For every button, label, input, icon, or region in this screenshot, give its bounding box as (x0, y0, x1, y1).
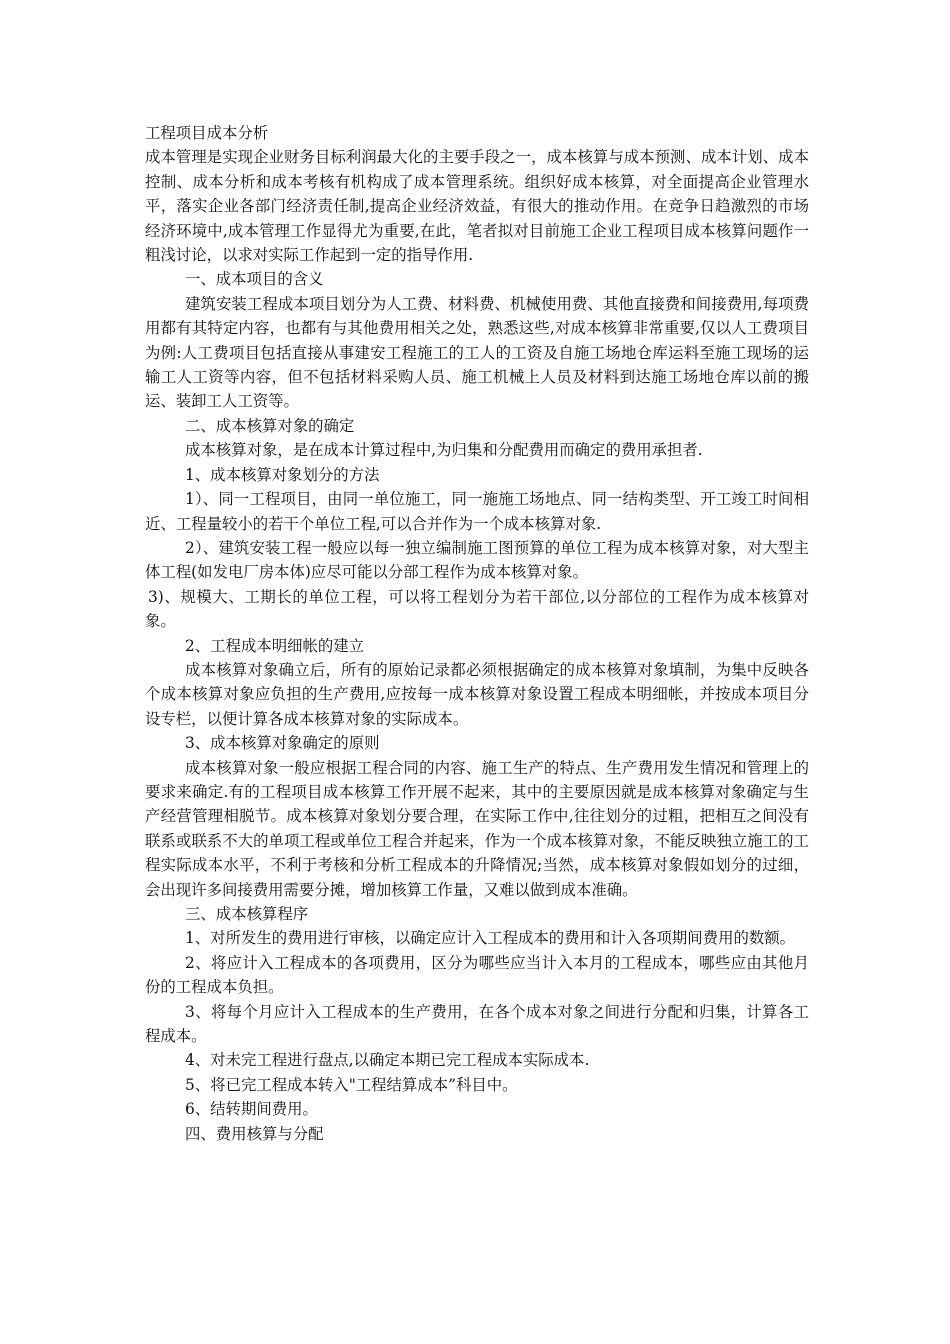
document-body (145, 145, 809, 1146)
paragraph: 3、成本核算对象确定的原则 (185, 734, 380, 753)
paragraph: 二、成本核算对象的确定 (185, 416, 355, 435)
paragraph: 三、成本核算程序 (185, 905, 309, 923)
paragraph: 2、工程成本明细帐的建立 (185, 636, 365, 655)
paragraph: 5、将已完工程成本转入"工程结算成本”科目中。 (185, 1075, 518, 1094)
document-title: 工程项目成本分析 (145, 124, 269, 142)
paragraph: 3)、规模大、工期长的单位工程，可以将工程划分为若干部位,以分部位的工程作为成本核算对象。 (145, 587, 809, 631)
document-page (145, 121, 809, 1146)
paragraph: 成本核算对象确立后，所有的原始记录都必须根据确定的成本核算对象填制，为集中反映各个成本核算对象应负担的生产费用,应按每一成本核算对象设置工程成本明细帐，并按成本项目分设专栏，以便计算各成本核算对象的实际成本。 (145, 660, 809, 728)
paragraph: 4、对未完工程进行盘点,以确定本期已完工程成本实际成本. (185, 1051, 590, 1070)
paragraph: 3、将每个月应计入工程成本的生产费用，在各个成本对象之间进行分配和归集，计算各工程成本。 (145, 1002, 809, 1046)
paragraph: 2、将应计入工程成本的各项费用，区分为哪些应当计入本月的工程成本，哪些应由其他月份的工程成本负担。 (145, 953, 809, 997)
paragraph: 6、结转期间费用。 (185, 1100, 318, 1119)
paragraph: 1、对所发生的费用进行审核，以确定应计入工程成本的费用和计入各项期间费用的数额。 (185, 929, 796, 948)
paragraph: 一、成本项目的含义 (185, 270, 324, 289)
paragraph: 四、费用核算与分配 (185, 1124, 324, 1143)
paragraph: 建筑安装工程成本项目划分为人工费、材料费、机械使用费、其他直接费和间接费用,每项费用都有其特定内容，也都有与其他费用相关之处，熟悉这些,对成本核算非常重要,仅以人工费项目为例:人工费项目包括直接从事建安工程施工的工人的工资及自施工场地仓库运料至施工现场的运输工人工资等内容，但不包括材料采购人员、施工机械上人员及材料到达施工场地仓库以前的搬运、装卸工人工资等。 (145, 294, 809, 411)
paragraph: 2）、建筑安装工程一般应以每一独立编制施工图预算的单位工程为成本核算对象，对大型主体工程(如发电厂房本体)应尽可能以分部工程作为成本核算对象。 (145, 538, 809, 582)
paragraph: 1）、同一工程项目，由同一单位施工，同一施施工场地点、同一结构类型、开工竣工时间相近、工程量较小的若干个单位工程,可以合并作为一个成本核算对象. (145, 490, 809, 533)
paragraph: 成本管理是实现企业财务目标利润最大化的主要手段之一，成本核算与成本预测、成本计划、成本控制、成本分析和成本考核有机构成了成本管理系统。组织好成本核算，对全面提高企业管理水平，落实企业各部门经济责任制,提高企业经济效益，有很大的推动作用。在竞争日趋激烈的市场经济环境中,成本管理工作显得尤为重要,在此，笔者拟对目前施工企业工程项目成本核算问题作一粗浅讨论，以求对实际工作起到一定的指导作用. (145, 148, 809, 265)
paragraph: 成本核算对象一般应根据工程合同的内容、施工生产的特点、生产费用发生情况和管理上的要求来确定.有的工程项目成本核算工作开展不起来，其中的主要原因就是成本核算对象确定与生产经营管理相脱节。成本核算对象划分要合理，在实际工作中,往往划分的过粗，把相互之间没有联系或联系不大的单项工程或单位工程合并起来，作为一个成本核算对象，不能反映独立施工的工程实际成本水平，不利于考核和分析工程成本的升降情况;当然，成本核算对象假如划分的过细，会出现许多间接费用需要分摊，增加核算工作量，又难以做到成本准确。 (145, 758, 809, 899)
paragraph: 成本核算对象，是在成本计算过程中,为归集和分配费用而确定的费用承担者. (185, 441, 703, 460)
paragraph: 1、成本核算对象划分的方法 (185, 465, 380, 484)
